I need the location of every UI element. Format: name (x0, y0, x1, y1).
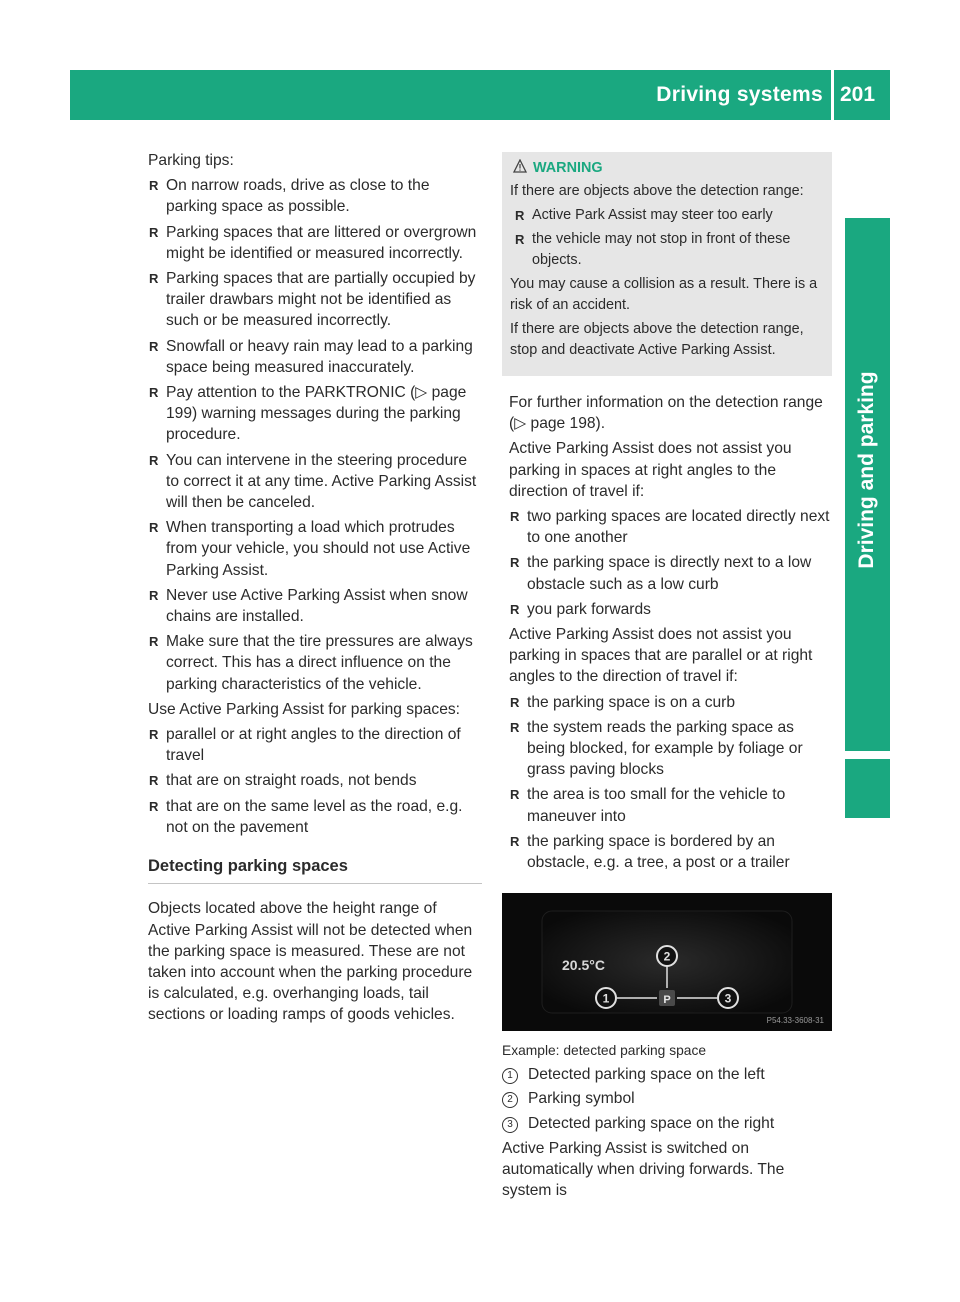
list-item: R the parking space is directly next to a low obstacle such as a low curb (509, 552, 835, 594)
temperature-readout: 20.5°C (562, 957, 605, 973)
parking-symbol-label: P (663, 994, 671, 1006)
parallel-intro: Active Parking Assist does not assist you parking in spaces that are parallel or at right angles to the direction of travel if: (509, 626, 813, 686)
list-item: R When transporting a load which protrudes from your vehicle, you should not use Active Parking Assist. (148, 517, 482, 581)
list-item: R Make sure that the tire pressures are always correct. This has a direct influence on the parking characteristics of the vehicle. (148, 631, 482, 695)
legend-text: Detected parking space on the right (528, 1114, 775, 1132)
figure-caption: Example: detected parking space (502, 1043, 707, 1058)
page-header (70, 70, 890, 120)
list-item: R parallel or at right angles to the direction of travel (148, 724, 482, 766)
list-item: R Active Park Assist may steer too early (514, 205, 824, 226)
legend-number: 2 (502, 1092, 518, 1108)
section-heading: Detecting parking spaces (148, 856, 482, 884)
list-item: R that are on the same level as the road, e.g. not on the pavement (148, 796, 482, 838)
side-tab-gap (845, 751, 890, 759)
legend-item (502, 1113, 836, 1134)
list-item: R two parking spaces are located directly next to one another (509, 506, 835, 548)
figure-caption-block (502, 1040, 836, 1205)
callout-1-label: 1 (602, 991, 610, 1006)
legend-number: 3 (502, 1117, 518, 1133)
legend-text: Parking symbol (528, 1090, 635, 1108)
detection-range-ref: For further information on the detection range (▷ page 198). (509, 394, 823, 433)
list-item: R Snowfall or heavy rain may lead to a parking space being measured inaccurately. (148, 336, 482, 378)
warning-para-1: You may cause a collision as a result. There is a risk of an accident. (510, 276, 818, 313)
warning-header (513, 158, 824, 179)
list-item: R Never use Active Parking Assist when snow chains are installed. (148, 585, 482, 627)
warning-box (502, 152, 832, 376)
warning-label: WARNING (533, 160, 603, 176)
legend-item (502, 1064, 836, 1085)
callout-3-label: 3 (724, 991, 732, 1006)
warning-para-2: If there are objects above the detection range, stop and deactivate Active Parking Assist. (510, 321, 804, 358)
use-intro: Use Active Parking Assist for parking spaces: (148, 700, 461, 718)
page-number: 201 (840, 83, 876, 106)
chapter-title: Driving systems (656, 83, 823, 106)
section-paragraph: Objects located above the height range of Active Parking Assist will not be detected when the parking space is measured. These are not taken into account when the parking procedure is calculated, e.g. overhanging loads, tail sections or loading ramps of goods vehicles. (148, 900, 473, 1024)
list-item: R On narrow roads, drive as close to the parking space as possible. (148, 175, 482, 217)
list-item: R Parking spaces that are littered or overgrown might be identified or measured incorrectly. (148, 222, 482, 264)
instrument-display-illustration (502, 893, 832, 1031)
header-divider (831, 70, 834, 120)
list-item: R Pay attention to the PARKTRONIC (▷ page 199) warning messages during the parking procedure. (148, 382, 482, 446)
callout-2-label: 2 (663, 949, 671, 964)
list-item: R you park forwards (509, 599, 835, 620)
list-item: R the vehicle may not stop in front of these objects. (514, 229, 824, 271)
legend-number: 1 (502, 1068, 518, 1084)
list-item: R Parking spaces that are partially occupied by trailer drawbars might not be identified as such or be measured incorrectly. (148, 268, 482, 332)
warning-intro: If there are objects above the detection range: (510, 183, 804, 199)
warning-triangle-icon (513, 159, 527, 173)
list-item: R that are on straight roads, not bends (148, 770, 482, 791)
side-tab-label: Driving and parking (855, 371, 878, 569)
legend-item (502, 1088, 836, 1109)
legend-text: Detected parking space on the left (528, 1066, 765, 1084)
list-item: R the parking space is on a curb (509, 692, 835, 713)
list-item: R the system reads the parking space as being blocked, for example by foliage or grass paving blocks (509, 717, 835, 781)
right-angle-intro: Active Parking Assist does not assist you parking in spaces at right angles to the direction of travel if: (509, 440, 792, 500)
list-item: R the parking space is bordered by an obstacle, e.g. a tree, a post or a trailer (509, 831, 835, 873)
tips-intro: Parking tips: (148, 152, 234, 169)
right-column (509, 392, 835, 877)
trailing-paragraph: Active Parking Assist is switched on automatically when driving forwards. The system is (502, 1139, 785, 1200)
section-side-tab (845, 218, 890, 818)
list-item: R You can intervene in the steering procedure to correct it at any time. Active Parking Assist will then be canceled. (148, 450, 482, 514)
list-item: R the area is too small for the vehicle to maneuver into (509, 784, 835, 826)
left-column (148, 150, 482, 1030)
parking-display-figure (502, 893, 832, 1031)
figure-ref-code: P54.33-3608-31 (766, 1016, 824, 1025)
